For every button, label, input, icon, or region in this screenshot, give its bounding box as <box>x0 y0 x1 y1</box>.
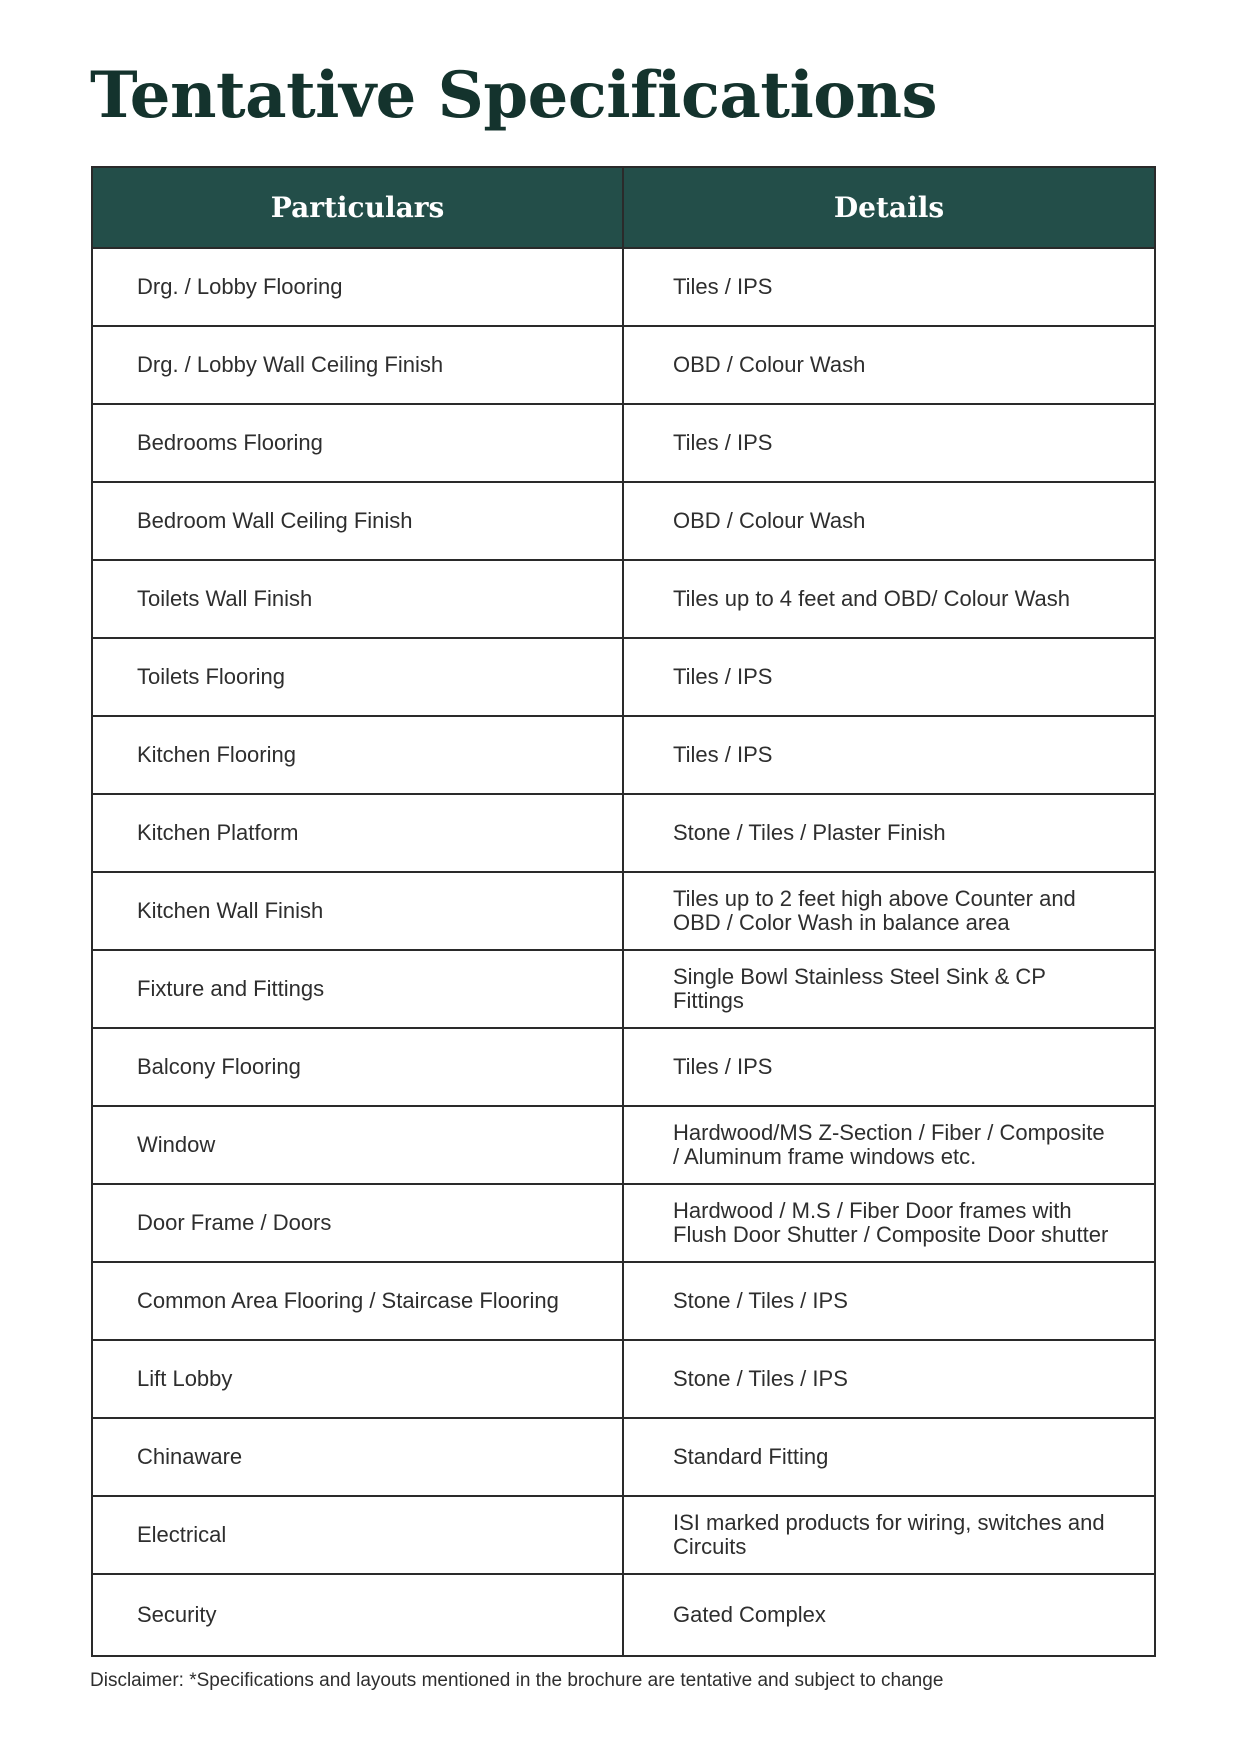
table-row <box>92 872 1155 950</box>
detail-cell: Hardwood/MS Z-Section / Fiber / Composite / Aluminum frame windows etc. <box>623 1106 1155 1184</box>
table-row <box>92 1496 1155 1574</box>
table-row <box>92 248 1155 326</box>
table-row <box>92 1418 1155 1496</box>
detail-cell: Hardwood / M.S / Fiber Door frames with Flush Door Shutter / Composite Door shutter <box>623 1184 1155 1262</box>
particular-cell: Kitchen Platform <box>92 794 623 872</box>
particular-cell: Security <box>92 1574 623 1656</box>
detail-cell: Tiles up to 4 feet and OBD/ Colour Wash <box>623 560 1155 638</box>
particular-cell: Balcony Flooring <box>92 1028 623 1106</box>
detail-cell: Tiles / IPS <box>623 1028 1155 1106</box>
table-row <box>92 950 1155 1028</box>
table-row <box>92 1574 1155 1656</box>
table-row <box>92 794 1155 872</box>
particular-cell: Lift Lobby <box>92 1340 623 1418</box>
column-header-particulars: Particulars <box>92 167 623 248</box>
table-row <box>92 1106 1155 1184</box>
table-row <box>92 1340 1155 1418</box>
table-row <box>92 560 1155 638</box>
detail-cell: Single Bowl Stainless Steel Sink & CP Fittings <box>623 950 1155 1028</box>
detail-cell: Gated Complex <box>623 1574 1155 1656</box>
particular-cell: Door Frame / Doors <box>92 1184 623 1262</box>
detail-cell: OBD / Colour Wash <box>623 326 1155 404</box>
detail-cell: OBD / Colour Wash <box>623 482 1155 560</box>
table-row <box>92 482 1155 560</box>
table-row <box>92 404 1155 482</box>
particular-cell: Drg. / Lobby Wall Ceiling Finish <box>92 326 623 404</box>
disclaimer-text: Disclaimer: *Specifications and layouts mentioned in the brochure are tentative and subject to change <box>90 1670 944 1691</box>
particular-cell: Toilets Wall Finish <box>92 560 623 638</box>
specifications-table <box>91 166 1156 1657</box>
particular-cell: Common Area Flooring / Staircase Flooring <box>92 1262 623 1340</box>
particular-cell: Drg. / Lobby Flooring <box>92 248 623 326</box>
detail-cell: Tiles / IPS <box>623 248 1155 326</box>
column-header-details: Details <box>623 167 1155 248</box>
particular-cell: Bedrooms Flooring <box>92 404 623 482</box>
table-row <box>92 638 1155 716</box>
detail-cell: Tiles up to 2 feet high above Counter and OBD / Color Wash in balance area <box>623 872 1155 950</box>
table-row <box>92 1262 1155 1340</box>
particular-cell: Bedroom Wall Ceiling Finish <box>92 482 623 560</box>
detail-cell: Stone / Tiles / IPS <box>623 1340 1155 1418</box>
detail-cell: Standard Fitting <box>623 1418 1155 1496</box>
detail-cell: Stone / Tiles / IPS <box>623 1262 1155 1340</box>
table-row <box>92 1184 1155 1262</box>
table-header-row <box>92 167 1155 248</box>
table-row <box>92 1028 1155 1106</box>
detail-cell: Tiles / IPS <box>623 716 1155 794</box>
detail-cell: Tiles / IPS <box>623 404 1155 482</box>
particular-cell: Kitchen Flooring <box>92 716 623 794</box>
particular-cell: Kitchen Wall Finish <box>92 872 623 950</box>
detail-cell: ISI marked products for wiring, switches and Circuits <box>623 1496 1155 1574</box>
particular-cell: Electrical <box>92 1496 623 1574</box>
particular-cell: Window <box>92 1106 623 1184</box>
detail-cell: Stone / Tiles / Plaster Finish <box>623 794 1155 872</box>
particular-cell: Toilets Flooring <box>92 638 623 716</box>
table-row <box>92 326 1155 404</box>
table-row <box>92 716 1155 794</box>
detail-cell: Tiles / IPS <box>623 638 1155 716</box>
particular-cell: Chinaware <box>92 1418 623 1496</box>
particular-cell: Fixture and Fittings <box>92 950 623 1028</box>
page-title: Tentative Specifications <box>90 58 937 133</box>
